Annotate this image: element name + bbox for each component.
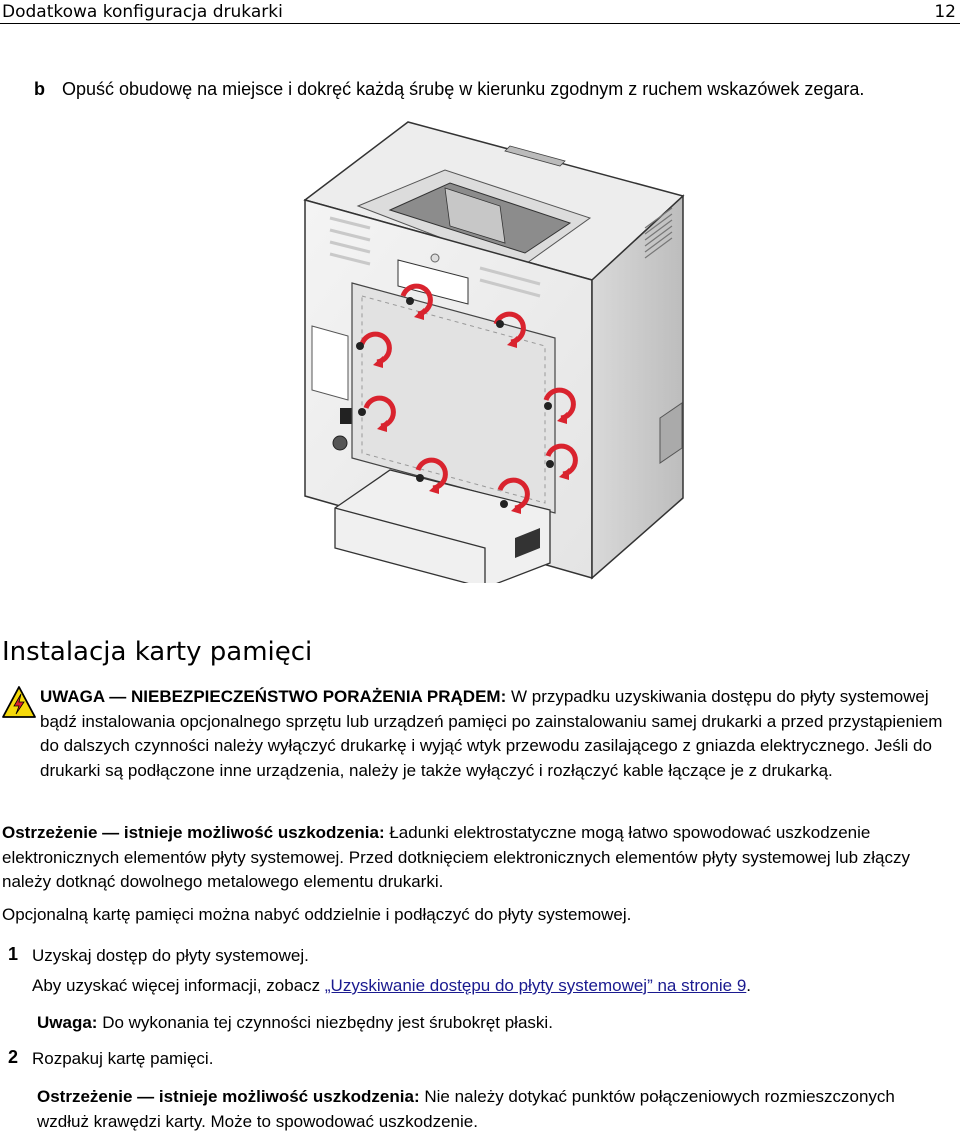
warning-notice (2, 821, 952, 895)
printer-illustration (300, 118, 690, 583)
warning-text: Nie należy dotykać punktów połączeniowych rozmieszczonych wzdłuż krawędzi karty. Może to spowodować uszkodzenie. (37, 1087, 895, 1131)
caution-label: UWAGA — NIEBEZPIECZEŃSTWO PORAŻENIA PRĄDEM: (40, 687, 507, 706)
caution-text: W przypadku uzyskiwania dostępu do płyty systemowej bądź instalowania opcjonalnego sprzętu lub urządzeń pamięci po zainstalowaniu samej drukarki a przed przystąpieniem do dalszych czynności należy wyłączyć drukarkę i wyjąć wtyk przewodu zasilającego z gniazda elektrycznego. Jeśli do drukarki są podłączone inne urządzenia, należy je także wyłączyć i rozłączyć kable łączące je z drukarką. (40, 687, 943, 780)
warning-label: Ostrzeżenie — istnieje możliwość uszkodzenia: (2, 823, 385, 842)
warning-label: Ostrzeżenie — istnieje możliwość uszkodzenia: (37, 1087, 420, 1106)
step-letter: b (34, 79, 45, 99)
step-number: 1 (8, 944, 19, 964)
header-title: Dodatkowa konfiguracja drukarki (2, 2, 283, 22)
info-prefix: Aby uzyskać więcej informacji, zobacz (32, 976, 325, 995)
step-number: 2 (8, 1047, 19, 1067)
page-number: 12 (934, 2, 956, 22)
caution-notice (40, 685, 950, 783)
section-title: Instalacja karty pamięci (2, 637, 313, 667)
step-2-warning (37, 1085, 917, 1134)
step-b (34, 79, 864, 100)
page-header (0, 0, 960, 24)
info-suffix: . (746, 976, 752, 995)
warning-text: Ładunki elektrostatyczne mogą łatwo spowodować uszkodzenie elektronicznych elementów płyty systemowej. Przed dotknięciem elektronicznych elementów płyty systemowej lub złączy należy dotknąć dowolnego metalowego elementu drukarki. (2, 823, 910, 891)
step-1-note (37, 1011, 952, 1036)
step-1-info (32, 974, 952, 999)
step-2-text: Rozpakuj kartę pamięci. (32, 1049, 214, 1068)
step-b-text: Opuść obudowę na miejsce i dokręć każdą śrubę w kierunku zgodnym z ruchem wskazówek zegara. (62, 79, 865, 99)
page-link[interactable]: „Uzyskiwanie dostępu do płyty systemowej” na stronie 9 (324, 976, 747, 995)
header-divider (0, 23, 960, 24)
step-1-text: Uzyskaj dostęp do płyty systemowej. (32, 946, 309, 965)
intro-paragraph: Opcjonalną kartę pamięci można nabyć oddzielnie i podłączyć do płyty systemowej. (2, 905, 632, 924)
note-label: Uwaga: (37, 1013, 98, 1032)
note-text: Do wykonania tej czynności niezbędny jest śrubokręt płaski. (97, 1013, 553, 1032)
lightning-caution-icon (2, 686, 36, 718)
